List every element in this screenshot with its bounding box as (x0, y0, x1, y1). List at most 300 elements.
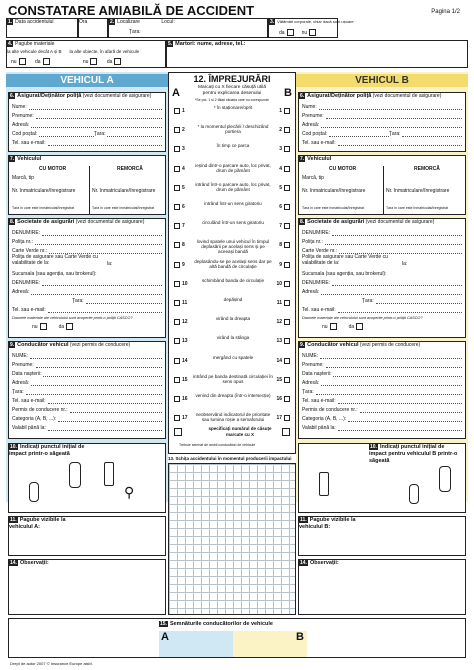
section-number: 8. (300, 219, 305, 225)
damage-b-section[interactable] (298, 516, 466, 556)
section-number: 8. (10, 219, 15, 225)
insurer-a-policy-field[interactable] (12, 236, 162, 245)
vehicle-a-label: Vehiculul (17, 156, 42, 162)
circumstance-number: 16 (276, 396, 282, 402)
make-label: Marcă, tip (302, 175, 324, 181)
insurer-b-field[interactable] (302, 245, 462, 254)
circumstance-b-checkbox[interactable] (284, 338, 290, 344)
damage-a-no-label: nu (11, 58, 17, 65)
damage-a-yes-checkbox[interactable] (43, 58, 50, 65)
injuries-no-label: nu (301, 29, 308, 36)
plate-label: Nr. înmatriculare/înregistrare (12, 188, 76, 194)
date-label: Data accidentului (15, 19, 54, 25)
page-number: Pagina 1/2 (431, 9, 460, 15)
section-number: 7. (10, 156, 15, 162)
field-label: Prenume: (12, 362, 34, 368)
sketch-grid[interactable] (168, 463, 296, 615)
field-label: Țara: (362, 298, 374, 304)
time-label: Ora (79, 19, 88, 25)
insurer-b-hint: (vezi documentul de asigurare) (365, 219, 435, 225)
injuries-yes-checkbox[interactable] (287, 29, 294, 36)
insurer-b-field[interactable] (302, 304, 462, 313)
column-b-marker: B (284, 87, 292, 99)
damage-b-yes-label: da (106, 58, 113, 65)
circumstance-number: 5 (182, 184, 185, 191)
field-label: NUME: (12, 353, 29, 359)
injuries-label: Vătămări corporale, chiar dacă sunt ușoare (277, 19, 354, 24)
casco-no-label: nu (322, 323, 328, 330)
field-injuries (268, 18, 354, 38)
insurer-a-agency-field[interactable] (12, 268, 162, 277)
policyholder-b-field[interactable] (302, 137, 462, 146)
trailer-reg-country-label: Țara în care este înmatriculat/înregistrat (92, 206, 155, 210)
driver-a-hint: (vezi permis de conducere) (69, 342, 131, 348)
circumstance-a-checkbox[interactable] (174, 377, 180, 383)
circumstance-a-checkbox[interactable] (174, 281, 180, 287)
driver-a-field[interactable] (12, 377, 162, 386)
circumstance-label: deplasându-se pe același sens dar pe altă bandă de circulație (194, 258, 272, 269)
insurer-a-label: Societate de asigurări (17, 219, 75, 225)
circumstance-b-checkbox[interactable] (284, 185, 290, 191)
section-number: 10. (10, 444, 17, 450)
field-label: la: (402, 261, 408, 267)
damage-other-objects-label: la alte obiecte, în afară de vehicule (69, 49, 140, 54)
total-a-box[interactable] (174, 428, 182, 436)
remarks-a-section[interactable] (8, 559, 166, 615)
injuries-yes-label: da (279, 29, 285, 36)
insurer-a-hint: (vezi documentul de asigurare) (75, 219, 145, 225)
insurer-a-name-field[interactable] (12, 227, 162, 236)
reg-country-label: Țara în care este înmatriculat/înregistrat (12, 206, 75, 210)
field-label: Adresă: (302, 122, 320, 128)
circumstances-title: 12. ÎMPREJURĂRI (193, 74, 271, 84)
signatures-label: Semnăturile conducătorilor de vehicule (169, 621, 273, 627)
circumstance-label: depășind (223, 297, 243, 302)
section-number: 7. (300, 156, 305, 162)
trailer-reg-country-label: Țara în care este înmatriculat/înregistrat (386, 206, 449, 210)
field-label: Data nașterii: (302, 371, 332, 377)
section-number: 5. (168, 41, 173, 47)
truck-top-icon[interactable] (319, 472, 329, 496)
field-label: Țara: (388, 131, 401, 137)
remarks-a-label: Observații: (19, 560, 49, 566)
field-label: Valabil până la: (12, 425, 46, 431)
vehicle-b-label: Vehiculul (307, 156, 332, 162)
section-number: 11. (10, 517, 17, 523)
section-number: 15. (160, 621, 167, 627)
car-top-icon[interactable] (409, 484, 419, 504)
circumstance-a-checkbox[interactable] (174, 338, 180, 344)
field-label: DENUMIRE: (12, 280, 41, 286)
driver-a-field[interactable] (12, 350, 162, 359)
policyholder-a-label: Asigurat/Deținător poliță (17, 93, 82, 99)
field-label: Prenume: (12, 113, 34, 119)
section-number: 14. (300, 560, 307, 566)
policyholder-a-name-field[interactable] (12, 101, 162, 110)
section-number: 9. (10, 342, 15, 348)
policyholder-b-field[interactable] (302, 101, 462, 110)
circumstance-number: 4 (279, 165, 282, 172)
section-number: 6. (300, 93, 305, 99)
insurer-b-field[interactable] (302, 227, 462, 236)
instructions-line2: pentru explicarea desenului (202, 91, 262, 96)
circumstance-a-checkbox[interactable] (174, 108, 180, 114)
field-label: Polița de asigurare sau Carte Verde cu valabilitate de la: (12, 254, 98, 266)
signature-a-marker: A (161, 631, 169, 643)
casco-no-label: nu (32, 323, 38, 330)
make-label: Marcă, tip (12, 175, 34, 181)
circumstance-a-checkbox[interactable] (174, 415, 180, 421)
policyholder-a-hint: (vezi documentul de asigurare) (82, 93, 152, 99)
car-top-icon[interactable] (29, 482, 39, 502)
insurer-a-address-field[interactable] (12, 286, 162, 295)
field-label: Nume: (302, 104, 317, 110)
motorbike-icon[interactable]: ⚲ (124, 484, 135, 500)
driver-b-field[interactable] (302, 404, 462, 413)
field-label: Categoria (A, B, ...): (12, 416, 57, 422)
circumstance-label: neobservând indicatorul de prioritate sau lumina roșie a semaforului (195, 412, 271, 423)
circumstance-number: 13 (276, 338, 282, 345)
motor-label: CU MOTOR (39, 166, 67, 172)
circumstance-a-checkbox[interactable] (174, 262, 180, 268)
circumstance-label: * la momentul plecării / deschizând portiera (197, 124, 269, 135)
casco-b-no-checkbox[interactable] (330, 323, 337, 330)
driver-a-field[interactable] (12, 422, 162, 431)
field-damage (6, 40, 166, 68)
circumstance-number: 6 (182, 204, 185, 210)
policyholder-b-section (298, 92, 466, 152)
trailer-plate-label: Nr. înmatriculare/înregistrare (386, 188, 450, 194)
trailer-label: REMORCĂ (117, 166, 143, 172)
field-label: Adresă: (302, 380, 320, 386)
casco-yes-label: da (58, 323, 65, 330)
circumstance-b-checkbox[interactable] (284, 300, 290, 306)
driver-b-field[interactable] (302, 413, 462, 422)
insurer-a-section (8, 218, 166, 338)
field-label: DENUMIRE: (302, 230, 331, 236)
circumstance-number: 14 (276, 357, 282, 364)
field-label: Cod poștal: (12, 131, 38, 137)
field-label: Permis de conducere nr.: (302, 407, 358, 413)
plate-label: Nr. înmatriculare/înregistrare (302, 188, 366, 194)
insurer-b-field[interactable] (302, 268, 462, 277)
field-label: Adresă: (12, 289, 30, 295)
field-label: Țara: (302, 389, 314, 395)
circumstance-number: 2 (279, 127, 282, 134)
instructions-line1: Marcați cu X fiecare căsuță utilă (198, 85, 266, 90)
signature-b-marker: B (296, 631, 304, 643)
damage-label: Pagube materiale (15, 41, 55, 47)
circumstance-number: 16 (182, 396, 188, 402)
driver-b-hint: (vezi permis de conducere) (359, 342, 421, 348)
circumstances-section (168, 72, 296, 454)
circumstance-number: 13 (182, 338, 188, 345)
impact-b-section (298, 443, 466, 513)
van-top-icon[interactable] (69, 462, 81, 488)
circumstance-number: 17 (182, 415, 188, 422)
driver-a-field[interactable] (12, 395, 162, 404)
circumstance-b-checkbox[interactable] (284, 166, 290, 172)
circumstance-a-checkbox[interactable] (174, 127, 180, 133)
insurer-a-greencard-field[interactable] (12, 245, 162, 254)
page-title: CONSTATARE AMIABILĂ DE ACCIDENT (8, 3, 255, 18)
circumstance-number: 12 (182, 319, 188, 326)
circumstance-number: 2 (182, 127, 185, 134)
circumstance-number: 7 (279, 223, 282, 230)
insurer-b-label: Societate de asigurări (307, 219, 365, 225)
driver-b-section (298, 341, 466, 439)
motor-label: CU MOTOR (329, 166, 357, 172)
field-label: Tel. sau e-mail: (12, 140, 46, 146)
remarks-b-section[interactable] (298, 559, 466, 615)
circumstance-number: 8 (182, 242, 185, 249)
field-label: Data nașterii: (12, 371, 42, 377)
circumstance-number: 12 (276, 319, 282, 326)
circumstance-number: 1 (279, 108, 282, 114)
damage-b-yes-checkbox[interactable] (114, 58, 121, 65)
circumstance-a-checkbox[interactable] (174, 319, 180, 325)
section-number: 3. (270, 19, 275, 25)
circumstance-b-checkbox[interactable] (284, 415, 290, 421)
circumstance-label: mergând cu spatele (212, 354, 254, 360)
casco-question: Daunele materiale ale vehiculului sunt acoperite printr-o poliță CASCO? (12, 316, 133, 320)
circumstance-number: 10 (276, 280, 282, 287)
damage-b-label: Pagube vizibile la vehiculul B: (299, 517, 356, 530)
field-label: Polița de asigurare sau Carte Verde cu valabilitate de la: (302, 254, 388, 266)
circumstance-b-checkbox[interactable] (284, 146, 290, 152)
circumstance-a-checkbox[interactable] (174, 242, 180, 248)
circumstance-number: 1 (182, 108, 185, 114)
circumstance-b-checkbox[interactable] (284, 127, 290, 133)
circumstance-b-checkbox[interactable] (284, 262, 290, 268)
circumstance-label: venind din dreapta (într-o intersecție) (195, 393, 271, 398)
insurer-b-field[interactable] (302, 236, 462, 245)
section-number: 4. (8, 41, 13, 47)
casco-a-yes-checkbox[interactable] (66, 323, 73, 330)
circumstance-a-checkbox[interactable] (174, 358, 180, 364)
field-label: la: (107, 261, 113, 267)
circumstance-label: * în staționare/oprit (213, 105, 253, 110)
circumstance-label: virând la dreapta (215, 316, 251, 322)
circumstance-a-checkbox[interactable] (174, 185, 180, 191)
circumstance-label: virând la stânga (216, 335, 250, 341)
policyholder-b-field[interactable] (302, 110, 462, 119)
driver-a-field[interactable] (12, 359, 162, 368)
circumstance-a-checkbox[interactable] (174, 223, 180, 229)
section-number: 1. (8, 19, 13, 25)
reg-country-label: Țara în care este înmatriculat/înregistrat (302, 206, 365, 210)
circumstance-number: 9 (279, 261, 282, 268)
signature-a-box[interactable] (159, 631, 234, 657)
circumstance-label: intrând într-un sens giratoriu (204, 201, 262, 206)
field-label: Cod poștal: (302, 131, 328, 137)
policyholder-a-section (8, 92, 166, 152)
driver-b-field[interactable] (302, 350, 462, 359)
field-label: Adresă: (12, 122, 30, 128)
policyholder-a-postcode-field[interactable] (12, 128, 162, 137)
circumstance-number: 8 (279, 242, 282, 249)
driver-b-field[interactable] (302, 368, 462, 377)
circumstance-b-checkbox[interactable] (284, 396, 290, 402)
circumstance-number: 15 (182, 376, 188, 383)
circumstance-b-checkbox[interactable] (284, 281, 290, 287)
driver-a-field[interactable] (12, 386, 162, 395)
truck-top-icon[interactable] (104, 462, 114, 486)
circumstance-a-checkbox[interactable] (174, 166, 180, 172)
circumstance-b-checkbox[interactable] (284, 223, 290, 229)
circumstance-number: 6 (279, 204, 282, 210)
circumstance-label: circulând într-un sens giratoriu (202, 220, 264, 226)
section-number: 14. (10, 560, 17, 566)
circumstance-label: intrând pe banda destinată circulației în sens opus (193, 373, 273, 384)
driver-a-field[interactable] (12, 413, 162, 422)
field-label: Țara: (72, 298, 84, 304)
policyholder-b-field[interactable] (302, 119, 462, 128)
circumstance-number: 11 (276, 300, 282, 306)
damage-b-no-label: nu (82, 58, 89, 65)
driver-b-field[interactable] (302, 386, 462, 395)
field-label: Sucursala (sau agenția, sau brokerul): (12, 271, 97, 277)
circumstance-b-checkbox[interactable] (284, 242, 290, 248)
policyholder-a-address-field[interactable] (12, 119, 162, 128)
circumstance-number: 3 (182, 146, 185, 153)
circumstance-number: 17 (276, 415, 282, 422)
impact-a-label: Indicați punctul inițial de impact printr-o săgeată (9, 444, 85, 457)
insurer-b-field[interactable] (302, 286, 462, 295)
insurer-a-validity-field[interactable] (12, 254, 162, 268)
field-label: Carte Verde nr.: (302, 248, 338, 254)
damage-b-no-checkbox[interactable] (90, 58, 97, 65)
field-label: Adresă: (302, 289, 320, 295)
circumstance-a-checkbox[interactable] (174, 146, 180, 152)
casco-b-yes-checkbox[interactable] (356, 323, 363, 330)
policyholder-b-field[interactable] (302, 128, 462, 137)
insurer-b-validity-field[interactable] (302, 254, 462, 268)
section-number: 10. (370, 444, 377, 450)
field-label: Tel. sau e-mail: (302, 140, 336, 146)
policyholder-a-contact-field[interactable] (12, 137, 162, 146)
insurer-a-contact-field[interactable] (12, 304, 162, 313)
circumstance-a-checkbox[interactable] (174, 300, 180, 306)
field-label: Nume: (12, 104, 27, 110)
circumstance-label: schimbând banda de circulație (201, 277, 265, 283)
field-time[interactable] (78, 18, 108, 38)
field-label: Prenume: (302, 113, 324, 119)
circumstance-label: lovind spatele unui vehicul în timpul deplasării pe același sens și pe aceeași bandă (196, 239, 270, 255)
driver-a-field[interactable] (12, 404, 162, 413)
driver-b-field[interactable] (302, 422, 462, 431)
field-label: Sucursala (sau agenția, sau brokerul): (302, 271, 387, 277)
casco-a-no-checkbox[interactable] (40, 323, 47, 330)
section-number: 6. (10, 93, 15, 99)
field-label: Polița nr.: (302, 239, 323, 245)
impact-b-label: Indicați punctul inițial de impact pentru vehiculul B printr-o săgeată (369, 444, 458, 464)
injuries-no-checkbox[interactable] (309, 29, 316, 36)
policyholder-a-firstname-field[interactable] (12, 110, 162, 119)
damage-a-no-checkbox[interactable] (19, 58, 26, 65)
circumstance-b-checkbox[interactable] (284, 358, 290, 364)
circumstance-number: 5 (279, 184, 282, 191)
section-number: 11. (300, 517, 307, 523)
insurer-b-field[interactable] (302, 295, 462, 304)
signatures-section (8, 618, 466, 658)
field-label: DENUMIRE: (12, 230, 41, 236)
circumstance-number: 11 (182, 300, 188, 306)
insurer-a-agency-name-field[interactable] (12, 277, 162, 286)
field-label: Tel. sau e-mail: (12, 307, 46, 313)
location-label: Localizare (117, 19, 140, 25)
field-label: Prenume: (302, 362, 324, 368)
circumstance-a-checkbox[interactable] (174, 396, 180, 402)
circumstance-number: 14 (182, 357, 188, 364)
impact-a-section (8, 443, 166, 513)
place-label: Locul: (161, 19, 175, 25)
trailer-label: REMORCĂ (414, 166, 440, 172)
circumstance-b-checkbox[interactable] (284, 377, 290, 383)
circumstance-b-checkbox[interactable] (284, 319, 290, 325)
policyholder-b-hint: (vezi documentul de asigurare) (372, 93, 442, 99)
field-label: Categoria (A, B, ...): (302, 416, 347, 422)
column-a-marker: A (172, 87, 180, 99)
circumstance-b-checkbox[interactable] (284, 108, 290, 114)
circumstance-number: 3 (279, 146, 282, 153)
field-witnesses[interactable] (166, 40, 468, 68)
circumstance-a-checkbox[interactable] (174, 204, 180, 210)
field-label: DENUMIRE: (302, 280, 331, 286)
circumstance-label: intrând într-o parcare auto, loc privat, drum de pământ (195, 181, 271, 192)
casco-question: Daunele materiale ale vehiculului sunt acoperite printr-o poliță CASCO? (302, 316, 423, 320)
damage-a-yes-label: da (34, 58, 41, 65)
field-location[interactable] (108, 18, 268, 38)
field-label: Țara: (93, 131, 106, 137)
field-date[interactable] (6, 18, 78, 38)
field-label: Valabil până la: (302, 425, 336, 431)
circumstance-b-checkbox[interactable] (284, 204, 290, 210)
field-label: NUME: (302, 353, 319, 359)
field-label: Țara: (12, 389, 24, 395)
vehicle-b-section (298, 155, 466, 215)
damage-a-section[interactable] (8, 516, 166, 556)
total-count-label: specificați numărul de căsuțe marcate cu X (208, 426, 272, 437)
field-label: Permis de conducere nr.: (12, 407, 68, 413)
field-label: Tel. sau e-mail: (302, 398, 336, 404)
field-label: Tel. sau e-mail: (302, 307, 336, 313)
vehicle-b-title: VEHICUL B (296, 74, 468, 87)
driver-b-field[interactable] (302, 359, 462, 368)
section-number: 9. (300, 342, 305, 348)
total-b-box[interactable] (282, 428, 290, 436)
driver-b-field[interactable] (302, 395, 462, 404)
casco-yes-label: da (348, 323, 355, 330)
insurer-a-country-field[interactable] (12, 295, 162, 304)
driver-a-field[interactable] (12, 368, 162, 377)
circumstance-number: 7 (182, 223, 185, 230)
instructions-note: *Se pct. 1 și 2 tăiați situația care nu corespunde (195, 98, 269, 102)
driver-b-field[interactable] (302, 377, 462, 386)
witnesses-label: Martori: nume, adrese, tel.: (175, 41, 246, 47)
circumstance-number: 10 (182, 280, 188, 287)
trailer-plate-label: Nr. înmatriculare/înregistrare (92, 188, 156, 194)
remarks-b-label: Observații: (309, 560, 339, 566)
copyright: Drept de autor 2007 © Insurance Europe aisbl. (10, 661, 93, 666)
van-top-icon[interactable] (439, 466, 451, 492)
section-number: 2. (110, 19, 115, 25)
vehicle-a-title: VEHICUL A (6, 74, 168, 87)
circumstance-number: 4 (182, 165, 185, 172)
driver-b-label: Conducător vehicul (307, 342, 359, 348)
circumstance-number: 9 (182, 261, 185, 268)
insurer-b-field[interactable] (302, 277, 462, 286)
